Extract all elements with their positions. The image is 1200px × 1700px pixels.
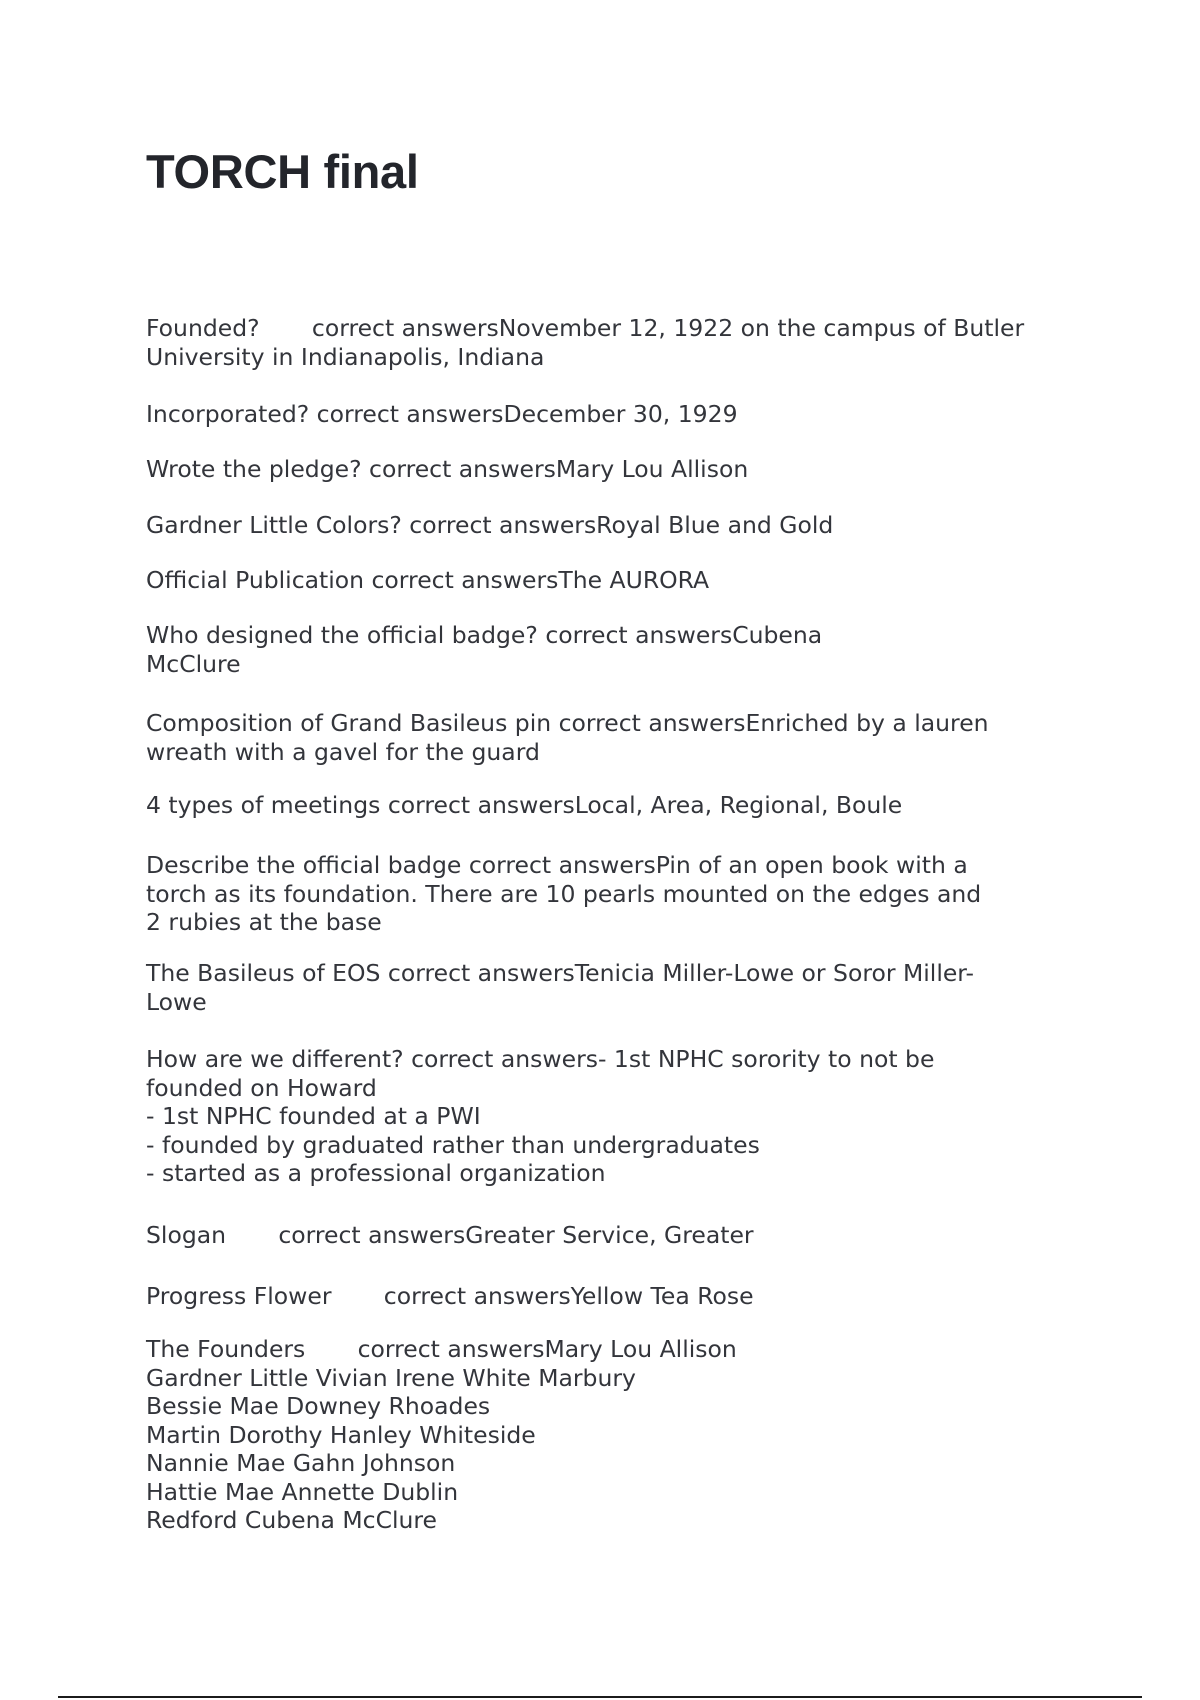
qa-entry-slogan: Slogan correct answersGreater Service, Greater	[146, 1221, 754, 1249]
qa-entry-grand-basileus-pin: Composition of Grand Basileus pin correct answersEnriched by a lauren wreath with a gavel for the guard	[146, 709, 989, 766]
qa-entry-badge-description: Describe the official badge correct answersPin of an open book with a torch as its foundation. There are 10 pearls mounted on the edges and 2 rubies at the base	[146, 851, 982, 936]
page-title: TORCH final	[146, 145, 419, 198]
qa-entry-basileus-eos: The Basileus of EOS correct answersTenicia Miller-Lowe or Soror Miller- Lowe	[146, 959, 974, 1016]
page-bottom-divider	[58, 1696, 1142, 1698]
qa-entry-meeting-types: 4 types of meetings correct answersLocal, Area, Regional, Boule	[146, 791, 903, 819]
qa-entry-flower: Progress Flower correct answersYellow Tea Rose	[146, 1282, 754, 1310]
qa-entry-badge-designer: Who designed the official badge? correct answersCubena McClure	[146, 621, 823, 678]
qa-entry-founders: The Founders correct answersMary Lou Allison Gardner Little Vivian Irene White Marbury Bessie Mae Downey Rhoades Martin Dorothy Hanley Whiteside Nannie Mae Gahn Johnson Hattie Mae Annette Dublin Redford Cubena McClure	[146, 1335, 737, 1534]
qa-entry-founded: Founded? correct answersNovember 12, 1922 on the campus of Butler University in Indianapolis, Indiana	[146, 314, 1025, 371]
qa-entry-pledge: Wrote the pledge? correct answersMary Lou Allison	[146, 455, 749, 483]
qa-entry-differences: How are we different? correct answers- 1st NPHC sorority to not be founded on Howard - 1st NPHC founded at a PWI - founded by graduated rather than undergraduates - started as a professional organization	[146, 1045, 935, 1187]
qa-entry-incorporated: Incorporated? correct answersDecember 30, 1929	[146, 400, 738, 428]
qa-entry-publication: Official Publication correct answersThe AURORA	[146, 566, 710, 594]
qa-entry-colors: Gardner Little Colors? correct answersRoyal Blue and Gold	[146, 511, 834, 539]
